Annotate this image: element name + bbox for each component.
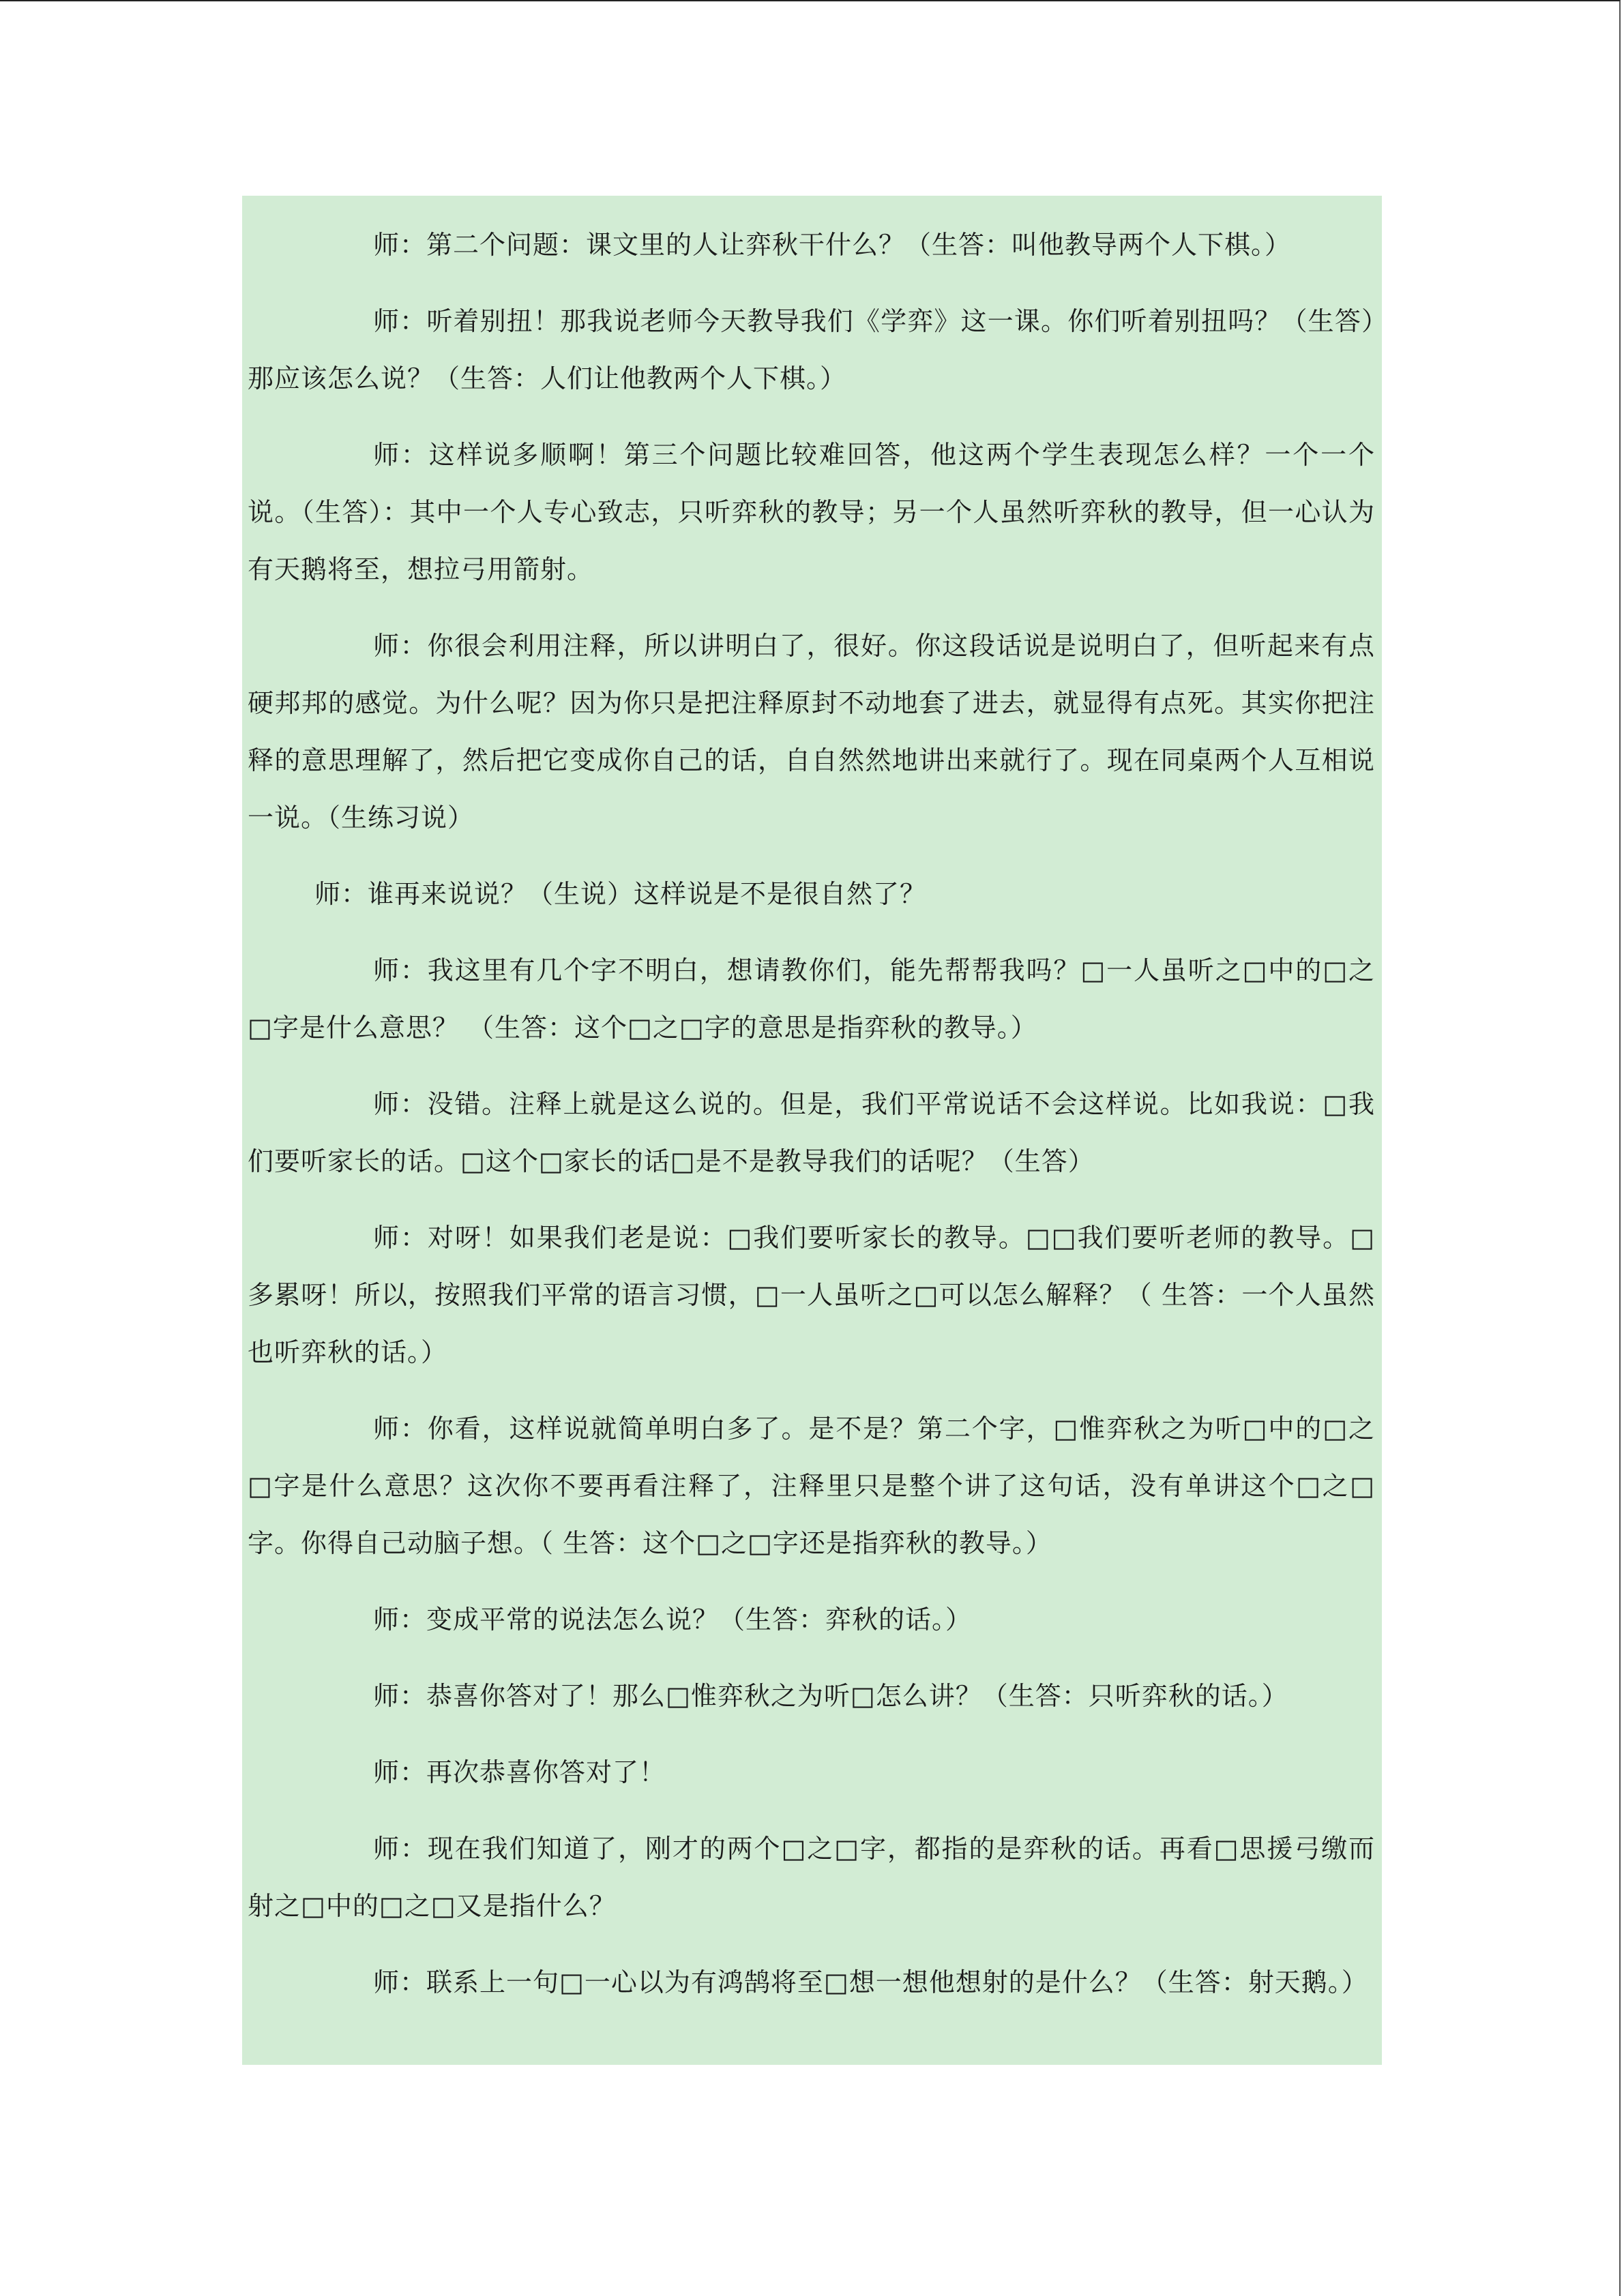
document-body xyxy=(242,196,1382,2065)
paragraph-13: 师：现在我们知道了，刚才的两个□之□字，都指的是弈秋的话。再看□思援弓缴而射之□中的□之□又是指什么？ xyxy=(248,1834,1375,1921)
paragraph-14: 师：联系上一句□一心以为有鸿鹄将至□想一想他想射的是什么？（生答：射天鹅。） xyxy=(373,1967,1368,1997)
paragraph-9: 师：你看，这样说就简单明白多了。是不是？第二个字，□惟弈秋之为听□中的□之□字是什么意思？这次你不要再看注释了，注释里只是整个讲了这句话，没有单讲这个□之□字。你得自己动脑子想。（ 生答：这个□之□字还是指弈秋的教导。） xyxy=(248,1414,1375,1558)
paragraph-7: 师：没错。注释上就是这么说的。但是，我们平常说话不会这样说。比如我说：□我们要听家长的话。□这个□家长的话□是不是教导我们的话呢？（生答） xyxy=(248,1089,1375,1176)
paragraph-6: 师：我这里有几个字不明白，想请教你们，能先帮帮我吗？□一人虽听之□中的□之□字是什么意思？ （生答：这个□之□字的意思是指弈秋的教导。） xyxy=(248,955,1375,1043)
paragraph-11: 师：恭喜你答对了！那么□惟弈秋之为听□怎么讲？（生答：只听弈秋的话。） xyxy=(373,1681,1288,1711)
paragraph-2: 师：听着别扭！那我说老师今天教导我们《学弈》这一课。你们听着别扭吗？（生答）那应该怎么说？（生答：人们让他教两个人下棋。） xyxy=(248,306,1375,393)
paragraph-12: 师：再次恭喜你答对了！ xyxy=(373,1757,666,1787)
paragraph-10: 师：变成平常的说法怎么说？（生答：弈秋的话。） xyxy=(373,1605,973,1635)
paragraph-8: 师：对呀！如果我们老是说：□我们要听家长的教导。□□我们要听老师的教导。□多累呀！所以，按照我们平常的语言习惯，□一人虽听之□可以怎么解释？（ 生答：一个人虽然也听弈秋的话。） xyxy=(248,1223,1375,1367)
paragraph-5: 师：谁再来说说？（生说）这样说是不是很自然了？ xyxy=(314,879,927,909)
paragraph-1: 师：第二个问题：课文里的人让弈秋干什么？（生答：叫他教导两个人下棋。） xyxy=(373,230,1292,260)
paragraph-3: 师：这样说多顺啊！第三个问题比较难回答，他这两个学生表现怎么样？一个一个说。（生答）：其中一个人专心致志，只听弈秋的教导；另一个人虽然听弈秋的教导，但一心认为有天鹅将至，想拉弓用箭射。 xyxy=(248,440,1375,584)
paragraph-4: 师：你很会利用注释，所以讲明白了，很好。你这段话说是说明白了，但听起来有点硬邦邦的感觉。为什么呢？因为你只是把注释原封不动地套了进去，就显得有点死。其实你把注释的意思理解了，然后把它变成你自己的话，自自然然地讲出来就行了。现在同桌两个人互相说一说。（生练习说） xyxy=(248,631,1375,833)
